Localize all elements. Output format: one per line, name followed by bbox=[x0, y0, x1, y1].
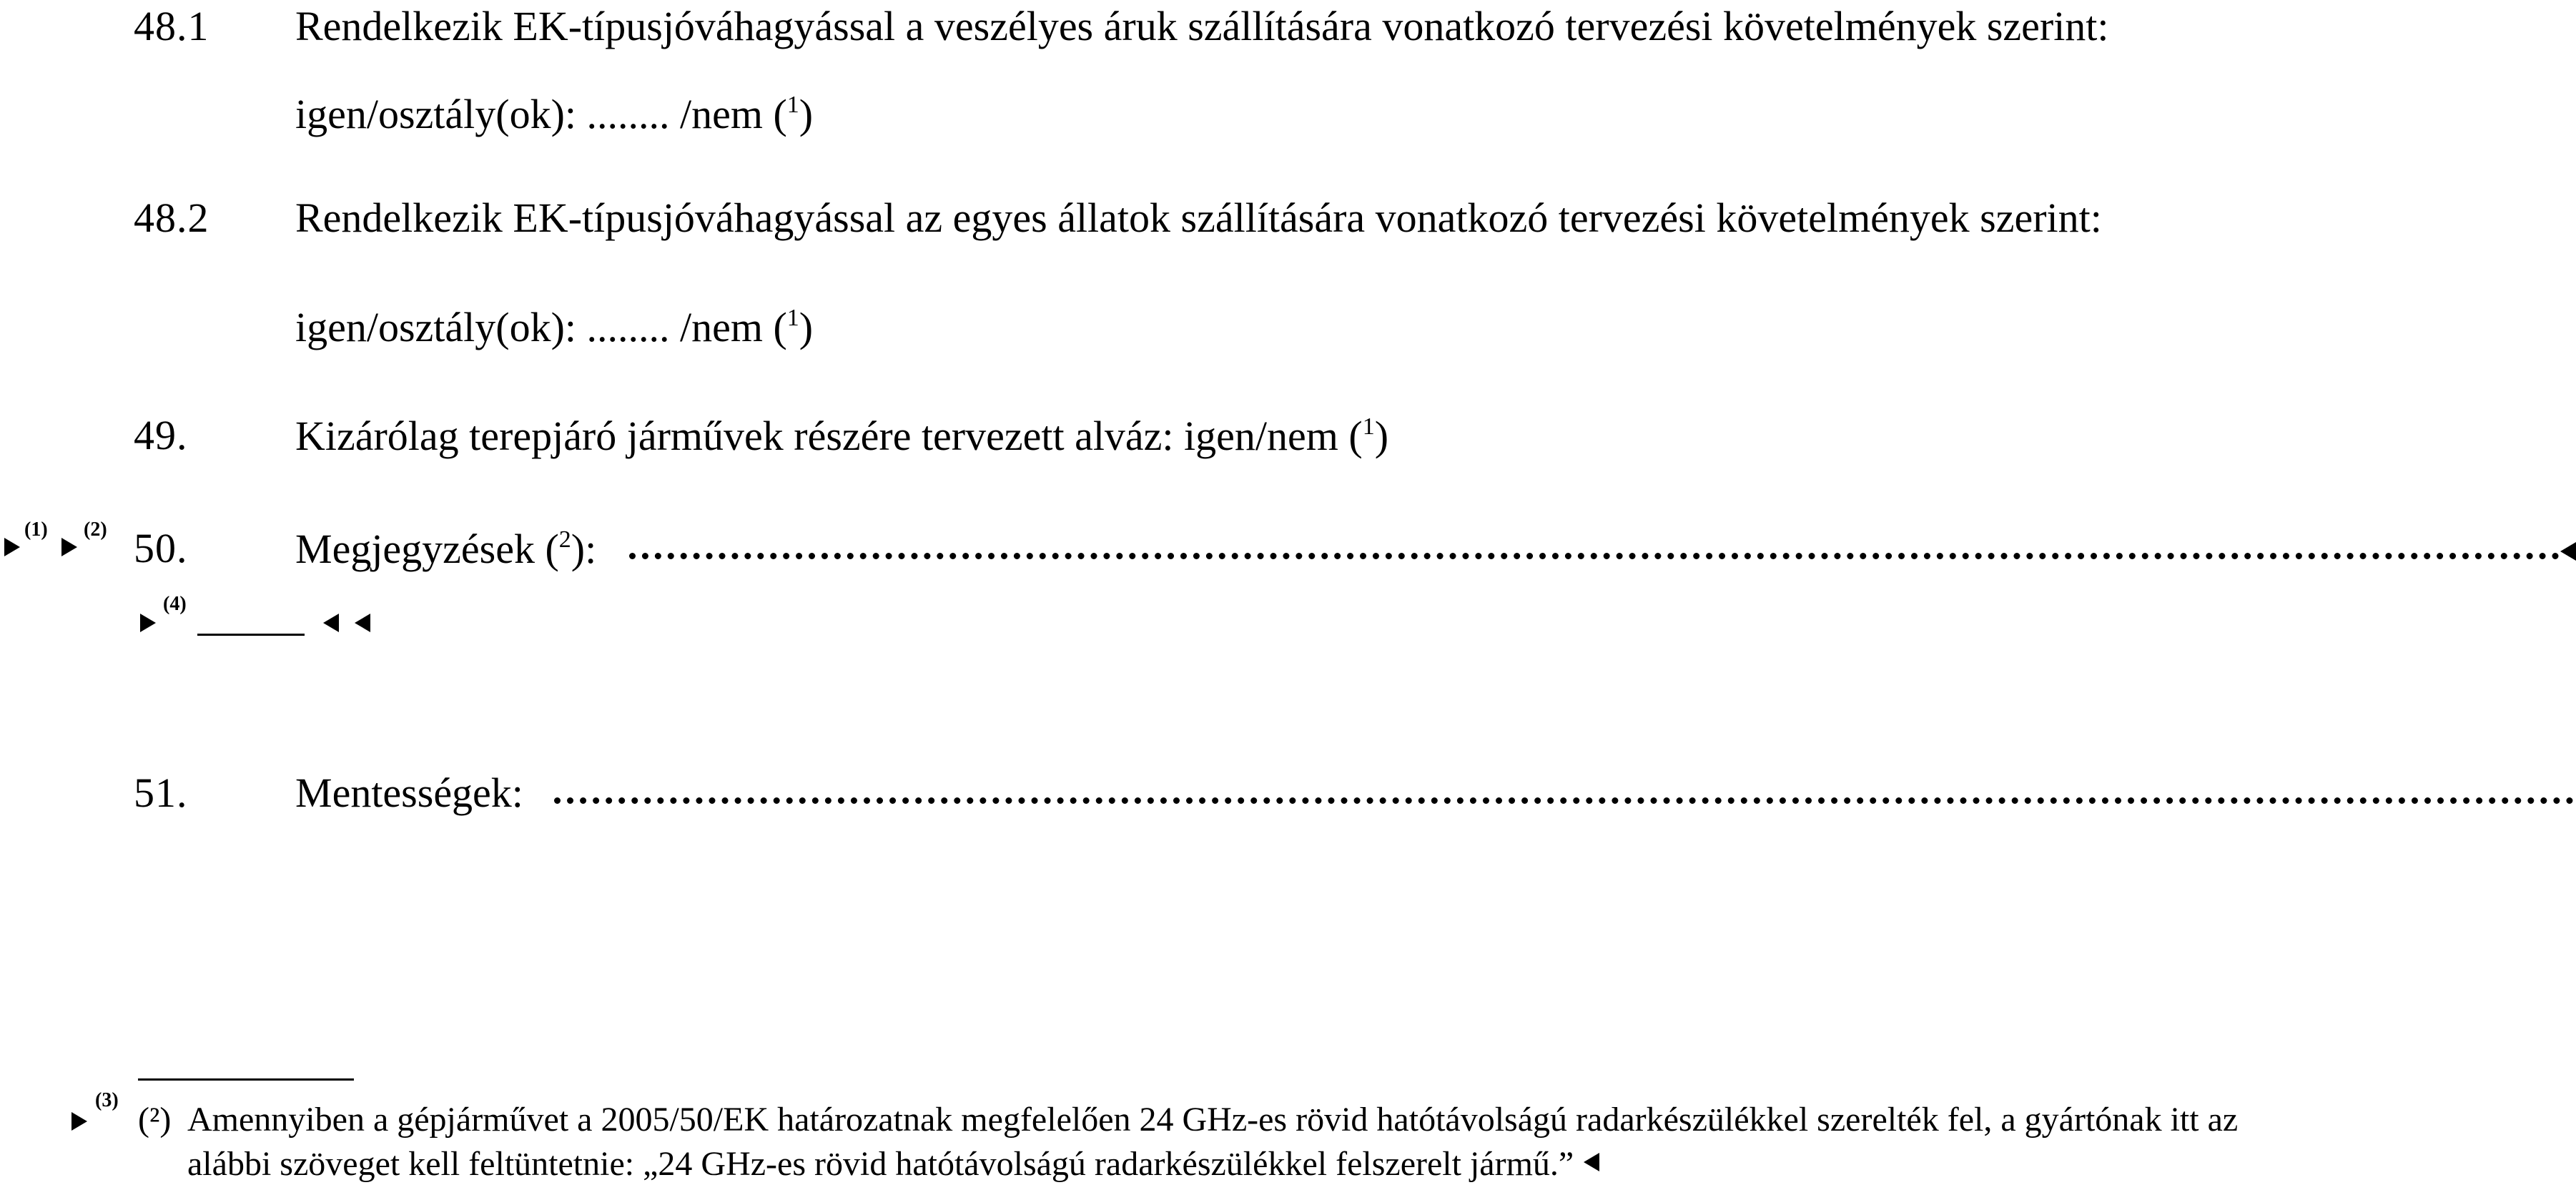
amendment-marker-3: (3) bbox=[95, 1089, 119, 1111]
item-number-48-2: 48.2 bbox=[134, 195, 209, 241]
footnote-ref: 1 bbox=[786, 305, 799, 331]
amendment-marker-4: (4) bbox=[163, 593, 187, 615]
amendment-start-marker-icon bbox=[140, 614, 156, 632]
footnote-ref: 1 bbox=[1362, 413, 1375, 440]
item-text-49-body: Kizárólag terepjáró járművek részére tervezett alváz: igen/nem ( bbox=[295, 413, 1363, 459]
amendment-end-marker-icon bbox=[2560, 542, 2576, 561]
amendment-start-marker-icon bbox=[61, 538, 77, 556]
item-sub-48-1-close: ) bbox=[799, 91, 814, 137]
item-sub-48-2-close: ) bbox=[799, 304, 814, 350]
item-number-48-1: 48.1 bbox=[134, 3, 209, 49]
footnote-line-2 bbox=[187, 1147, 1574, 1181]
item-text-50-close: ): bbox=[571, 526, 597, 572]
item-sub-48-2-text: igen/osztály(ok): ........ /nem ( bbox=[295, 304, 787, 350]
footnote-separator bbox=[138, 1078, 354, 1081]
item-text-50 bbox=[295, 528, 596, 570]
item-number-49: 49. bbox=[134, 412, 188, 458]
amendment-end-marker-icon bbox=[1584, 1153, 1599, 1171]
amendment-start-marker-icon bbox=[71, 1112, 87, 1131]
amendment-end-marker-icon bbox=[355, 614, 370, 632]
amendment-start-marker-icon bbox=[4, 538, 20, 556]
item-sub-48-1-text: igen/osztály(ok): ........ /nem ( bbox=[295, 91, 787, 137]
dotted-fill-line bbox=[629, 553, 2560, 559]
item-number-50: 50. bbox=[134, 525, 188, 571]
item-text-48-1: Rendelkezik EK-típusjóváhagyással a veszélyes áruk szállítására vonatkozó tervezési követelmények szerint: bbox=[295, 3, 2109, 49]
amendment-marker-2: (2) bbox=[84, 518, 107, 541]
item-text-50-body: Megjegyzések ( bbox=[295, 526, 559, 572]
item-number-51: 51. bbox=[134, 769, 188, 816]
footnote-ref: 1 bbox=[786, 92, 799, 118]
amendment-marker-1: (1) bbox=[24, 518, 48, 541]
footnote-line-1: Amennyiben a gépjárművet a 2005/50/EK határozatnak megfelelően 24 GHz-es rövid hatótávolságú radarkészülékkel szerelték fel, a gyártónak itt az bbox=[187, 1101, 2239, 1139]
item-sub-48-2 bbox=[295, 306, 813, 348]
footnote-ref-label: (²) bbox=[138, 1101, 172, 1139]
item-text-49 bbox=[295, 415, 1388, 457]
item-sub-48-1 bbox=[295, 93, 813, 135]
item-text-48-2: Rendelkezik EK-típusjóváhagyással az egyes állatok szállítására vonatkozó tervezési követelmények szerint: bbox=[295, 195, 2102, 241]
item-text-49-close: ) bbox=[1374, 413, 1389, 459]
amendment-end-marker-icon bbox=[323, 614, 339, 632]
footnote-ref: 2 bbox=[558, 526, 571, 553]
item-text-51: Mentességek: bbox=[295, 769, 523, 816]
blank-underline bbox=[197, 634, 305, 636]
footnote-line-2-text: alábbi szöveget kell feltüntetnie: „24 GHz-es rövid hatótávolságú radarkészülékkel felszerelt jármű.” bbox=[187, 1145, 1574, 1183]
dotted-fill-line bbox=[554, 797, 2574, 804]
